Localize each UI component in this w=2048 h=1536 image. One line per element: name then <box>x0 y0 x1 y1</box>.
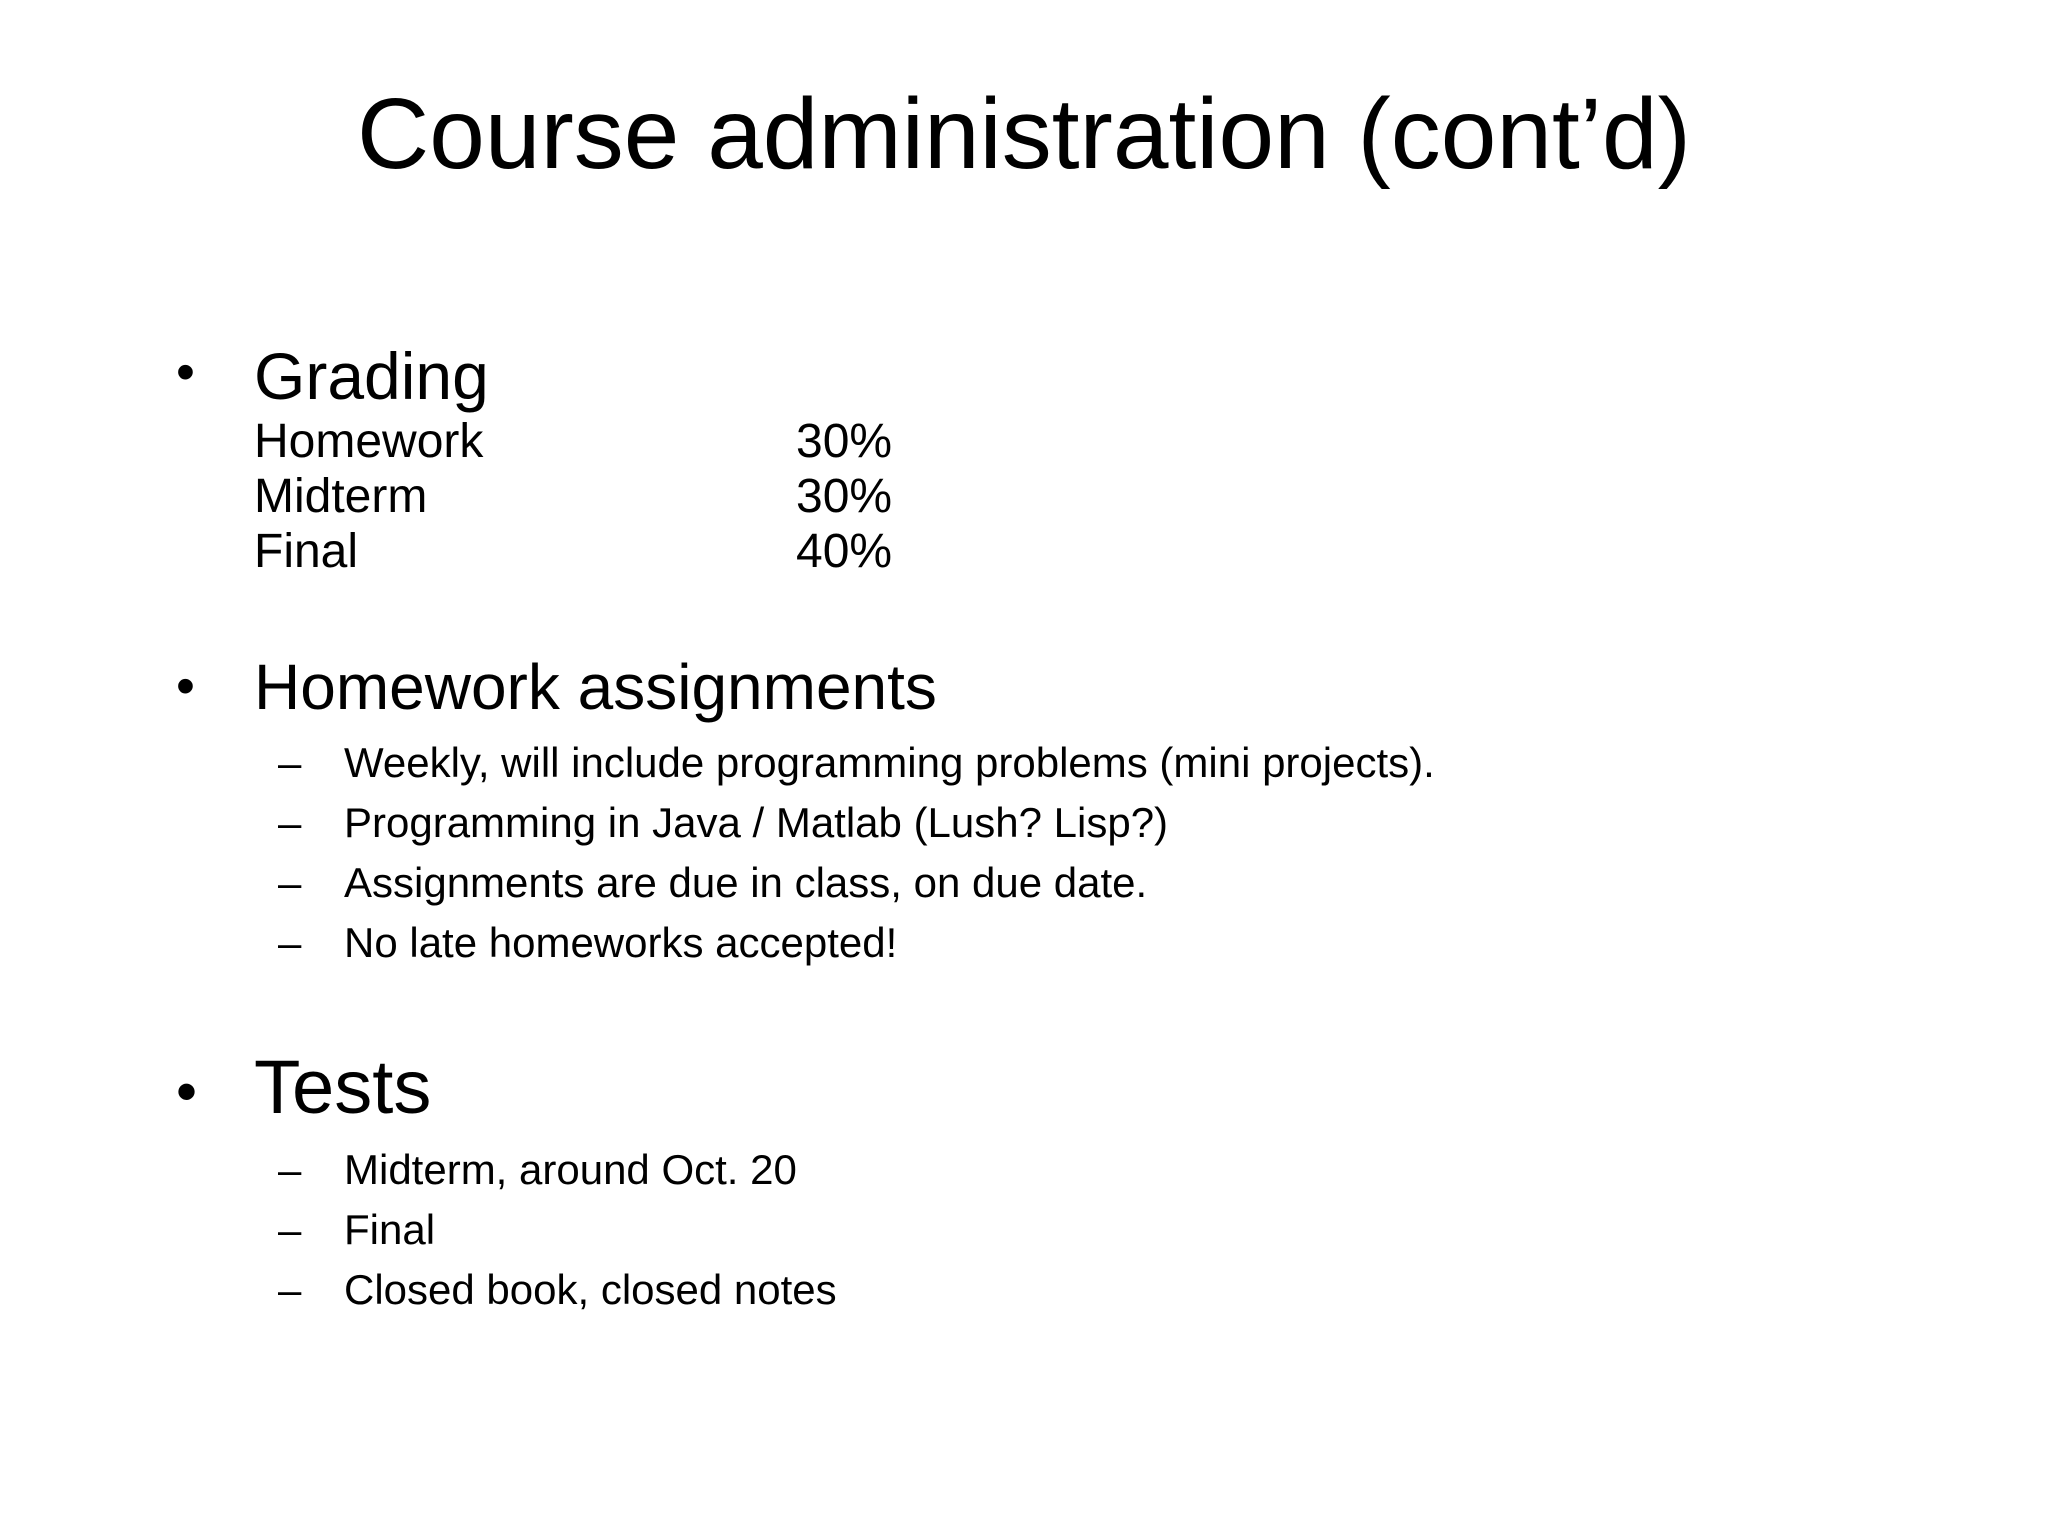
list-item-text: No late homeworks accepted! <box>344 919 898 966</box>
tests-heading: Tests <box>254 1045 432 1130</box>
grade-row <box>254 469 954 524</box>
grade-label: Midterm <box>254 470 428 523</box>
dash-icon: – <box>278 1206 302 1253</box>
grading-heading: Grading <box>254 339 489 413</box>
grade-row <box>254 414 954 469</box>
dash-icon: – <box>278 859 302 906</box>
grade-label: Homework <box>254 415 484 468</box>
grade-value: 30% <box>796 470 893 523</box>
bullet-icon: • <box>176 1058 198 1125</box>
list-item-text: Weekly, will include programming problems (mini projects). <box>344 739 1435 786</box>
bullet-icon: • <box>176 342 195 402</box>
slide-title: Course administration (cont’d) <box>357 78 1691 190</box>
list-item-text: Final <box>344 1206 436 1253</box>
bullet-icon: • <box>176 656 195 716</box>
dash-icon: – <box>278 919 302 966</box>
homework-heading: Homework assignments <box>254 651 937 723</box>
dash-icon: – <box>278 1146 302 1193</box>
grade-label: Final <box>254 525 359 578</box>
list-item-text: Programming in Java / Matlab (Lush? Lisp?) <box>344 799 1169 846</box>
dash-icon: – <box>278 799 302 846</box>
grade-value: 40% <box>796 525 893 578</box>
grade-row <box>254 524 954 579</box>
dash-icon: – <box>278 1266 302 1313</box>
list-item-text: Assignments are due in class, on due date. <box>344 859 1148 906</box>
dash-icon: – <box>278 739 302 786</box>
list-item-text: Midterm, around Oct. 20 <box>344 1146 797 1193</box>
list-item-text: Closed book, closed notes <box>344 1266 837 1313</box>
grade-value: 30% <box>796 415 893 468</box>
